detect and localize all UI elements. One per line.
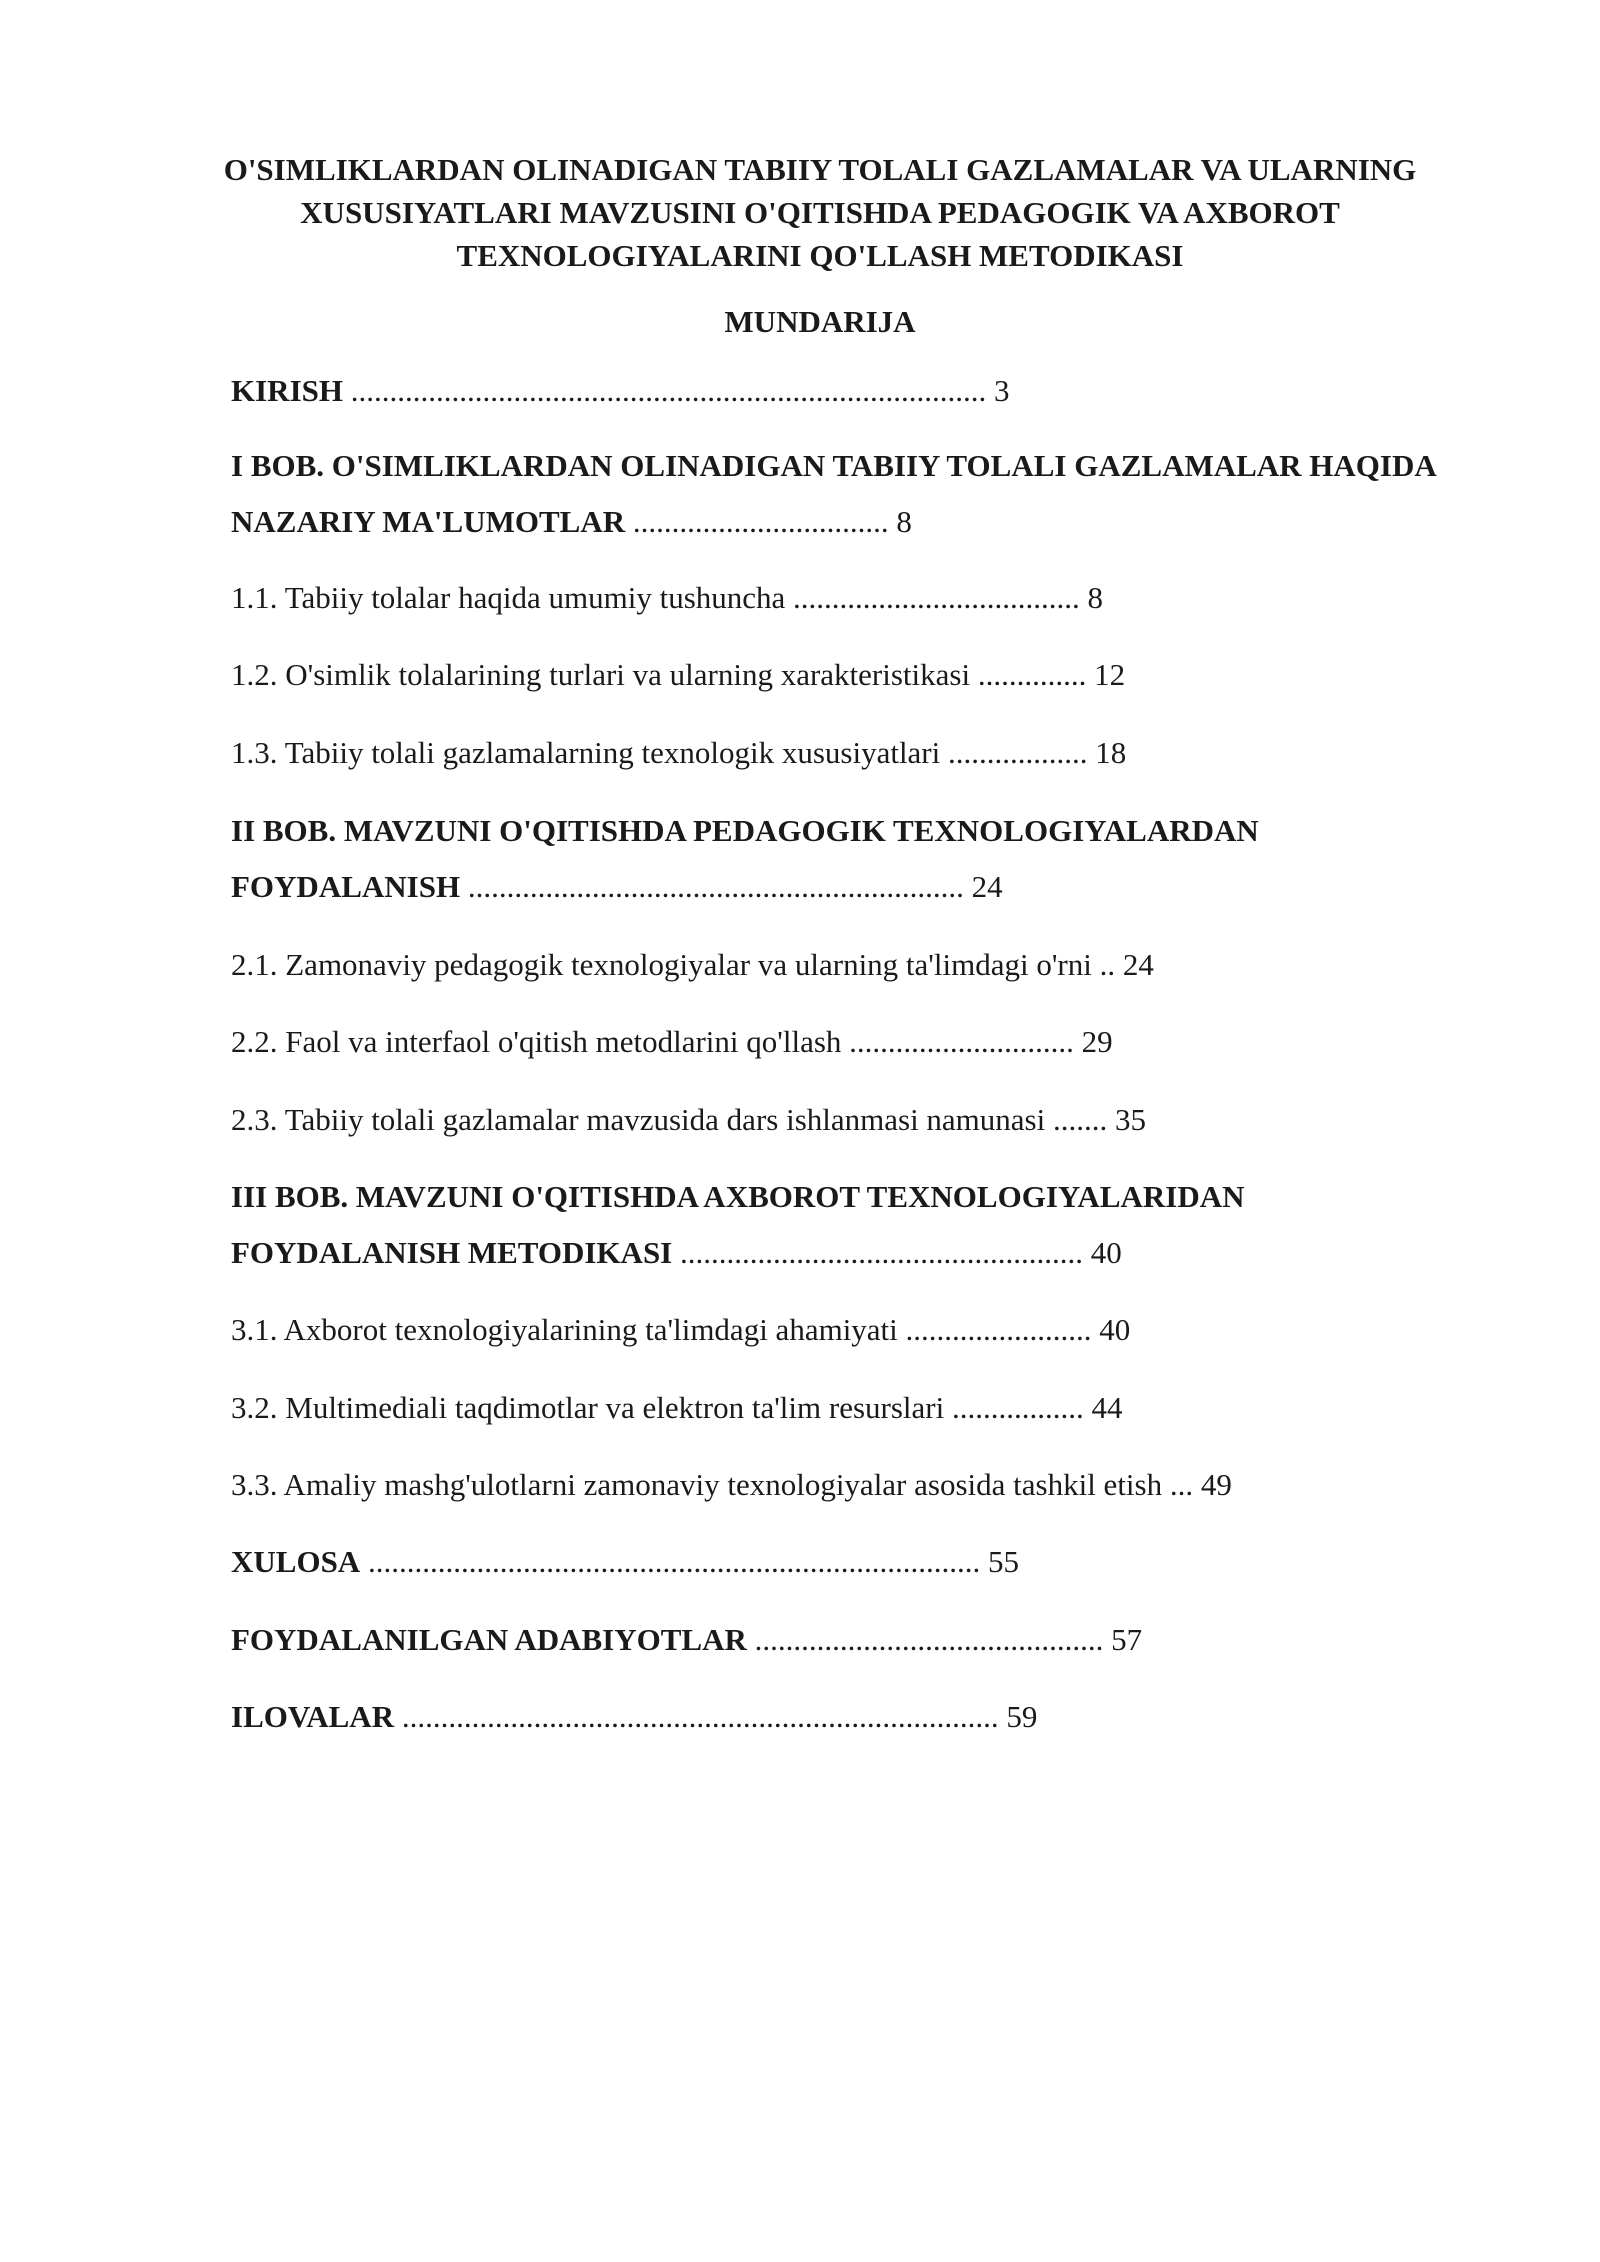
toc-leader: ... — [1169, 1467, 1194, 1502]
toc-page-number: 12 — [1094, 657, 1126, 692]
toc-page-number: 40 — [1090, 1235, 1122, 1270]
toc-entry-3-3[interactable] — [231, 1465, 1232, 1505]
toc-page-number: 18 — [1095, 735, 1127, 770]
toc-page-number: 40 — [1099, 1312, 1131, 1347]
toc-page-number: 55 — [987, 1544, 1019, 1579]
toc-leader: ................................. — [632, 504, 889, 539]
toc-leader: ............................................................................... — [367, 1544, 981, 1579]
toc-leader: ................................................................ — [467, 869, 964, 904]
toc-leader: ............................................. — [754, 1622, 1104, 1657]
toc-page-number: 59 — [1006, 1699, 1038, 1734]
toc-entry-ilovalar[interactable] — [231, 1697, 1037, 1737]
toc-leader: .. — [1099, 947, 1116, 982]
toc-chapter-title: II BOB. MAVZUNI O'QITISHDA PEDAGOGIK TEXNOLOGIYALARDAN — [231, 813, 1259, 848]
toc-page-number: 8 — [896, 504, 912, 539]
toc-entry-label: 3.1. Axborot texnologiyalarining ta'limdagi ahamiyati — [231, 1312, 898, 1347]
toc-entry-label: 2.1. Zamonaviy pedagogik texnologiyalar va ularning ta'limdagi o'rni — [231, 947, 1092, 982]
toc-page-number: 29 — [1081, 1024, 1113, 1059]
toc-entry-label: ILOVALAR — [231, 1699, 395, 1734]
toc-leader: ............................. — [849, 1024, 1074, 1059]
document-title — [200, 148, 1440, 277]
toc-page-number: 44 — [1091, 1390, 1123, 1425]
toc-entry-label: 1.3. Tabiiy tolali gazlamalarning texnologik xususiyatlari — [231, 735, 941, 770]
toc-entry-chapter-1[interactable] — [231, 446, 1437, 542]
toc-chapter-title: I BOB. O'SIMLIKLARDAN OLINADIGAN TABIIY TOLALI GAZLAMALAR HAQIDA — [231, 448, 1437, 483]
toc-entry-label: 2.3. Tabiiy tolali gazlamalar mavzusida dars ishlanmasi namunasi — [231, 1102, 1046, 1137]
toc-entry-label: NAZARIY MA'LUMOTLAR — [231, 504, 626, 539]
toc-entry-3-2[interactable] — [231, 1388, 1123, 1428]
toc-entry-label: XULOSA — [231, 1544, 361, 1579]
title-line: XUSUSIYATLARI MAVZUSINI O'QITISHDA PEDAGOGIK VA AXBOROT — [300, 195, 1340, 230]
toc-entry-1-2[interactable] — [231, 655, 1125, 695]
toc-entry-label: 2.2. Faol va interfaol o'qitish metodlarini qo'llash — [231, 1024, 842, 1059]
toc-leader: ..................................... — [793, 580, 1080, 615]
toc-entry-label: FOYDALANISH METODIKASI — [231, 1235, 673, 1270]
toc-entry-label: KIRISH — [231, 373, 343, 408]
toc-entry-label: FOYDALANILGAN ADABIYOTLAR — [231, 1622, 747, 1657]
toc-entry-kirish[interactable] — [231, 371, 1009, 411]
toc-page-number: 35 — [1114, 1102, 1146, 1137]
toc-entry-label: 3.3. Amaliy mashg'ulotlarni zamonaviy texnologiyalar asosida tashkil etish — [231, 1467, 1163, 1502]
toc-page-number: 3 — [993, 373, 1010, 408]
toc-leader: .............. — [977, 657, 1087, 692]
toc-leader: .................................................................................. — [350, 373, 987, 408]
title-line: TEXNOLOGIYALARINI QO'LLASH METODIKASI — [456, 238, 1184, 273]
toc-entry-2-1[interactable] — [231, 945, 1154, 985]
toc-page-number: 57 — [1111, 1622, 1143, 1657]
toc-leader: .................. — [948, 735, 1088, 770]
toc-leader: ....... — [1052, 1102, 1108, 1137]
toc-entry-2-2[interactable] — [231, 1022, 1113, 1062]
toc-chapter-title: III BOB. MAVZUNI O'QITISHDA AXBOROT TEXNOLOGIYALARIDAN — [231, 1179, 1245, 1214]
toc-entry-label: 1.1. Tabiiy tolalar haqida umumiy tushuncha — [231, 580, 786, 615]
toc-page-number: 49 — [1200, 1467, 1232, 1502]
toc-entry-1-1[interactable] — [231, 578, 1103, 618]
toc-page-number: 24 — [971, 869, 1003, 904]
toc-leader: ............................................................................. — [401, 1699, 999, 1734]
toc-page-number: 24 — [1122, 947, 1154, 982]
title-line: O'SIMLIKLARDAN OLINADIGAN TABIIY TOLALI GAZLAMALAR VA ULARNING — [223, 152, 1417, 187]
toc-leader: ........................ — [905, 1312, 1092, 1347]
toc-entry-1-3[interactable] — [231, 733, 1126, 773]
toc-entry-adabiyotlar[interactable] — [231, 1620, 1142, 1660]
toc-entry-label: 3.2. Multimediali taqdimotlar va elektron ta'lim resurslari — [231, 1390, 945, 1425]
toc-entry-xulosa[interactable] — [231, 1542, 1019, 1582]
toc-leader: ................. — [952, 1390, 1084, 1425]
toc-entry-2-3[interactable] — [231, 1100, 1146, 1140]
toc-entry-chapter-2[interactable] — [231, 811, 1259, 907]
toc-heading: MUNDARIJA — [724, 304, 916, 339]
toc-entry-chapter-3[interactable] — [231, 1177, 1245, 1273]
toc-page-number: 8 — [1087, 580, 1104, 615]
toc-leader: .................................................... — [680, 1235, 1084, 1270]
toc-entry-3-1[interactable] — [231, 1310, 1130, 1350]
toc-entry-label: FOYDALANISH — [231, 869, 461, 904]
toc-entry-label: 1.2. O'simlik tolalarining turlari va ularning xarakteristikasi — [231, 657, 971, 692]
